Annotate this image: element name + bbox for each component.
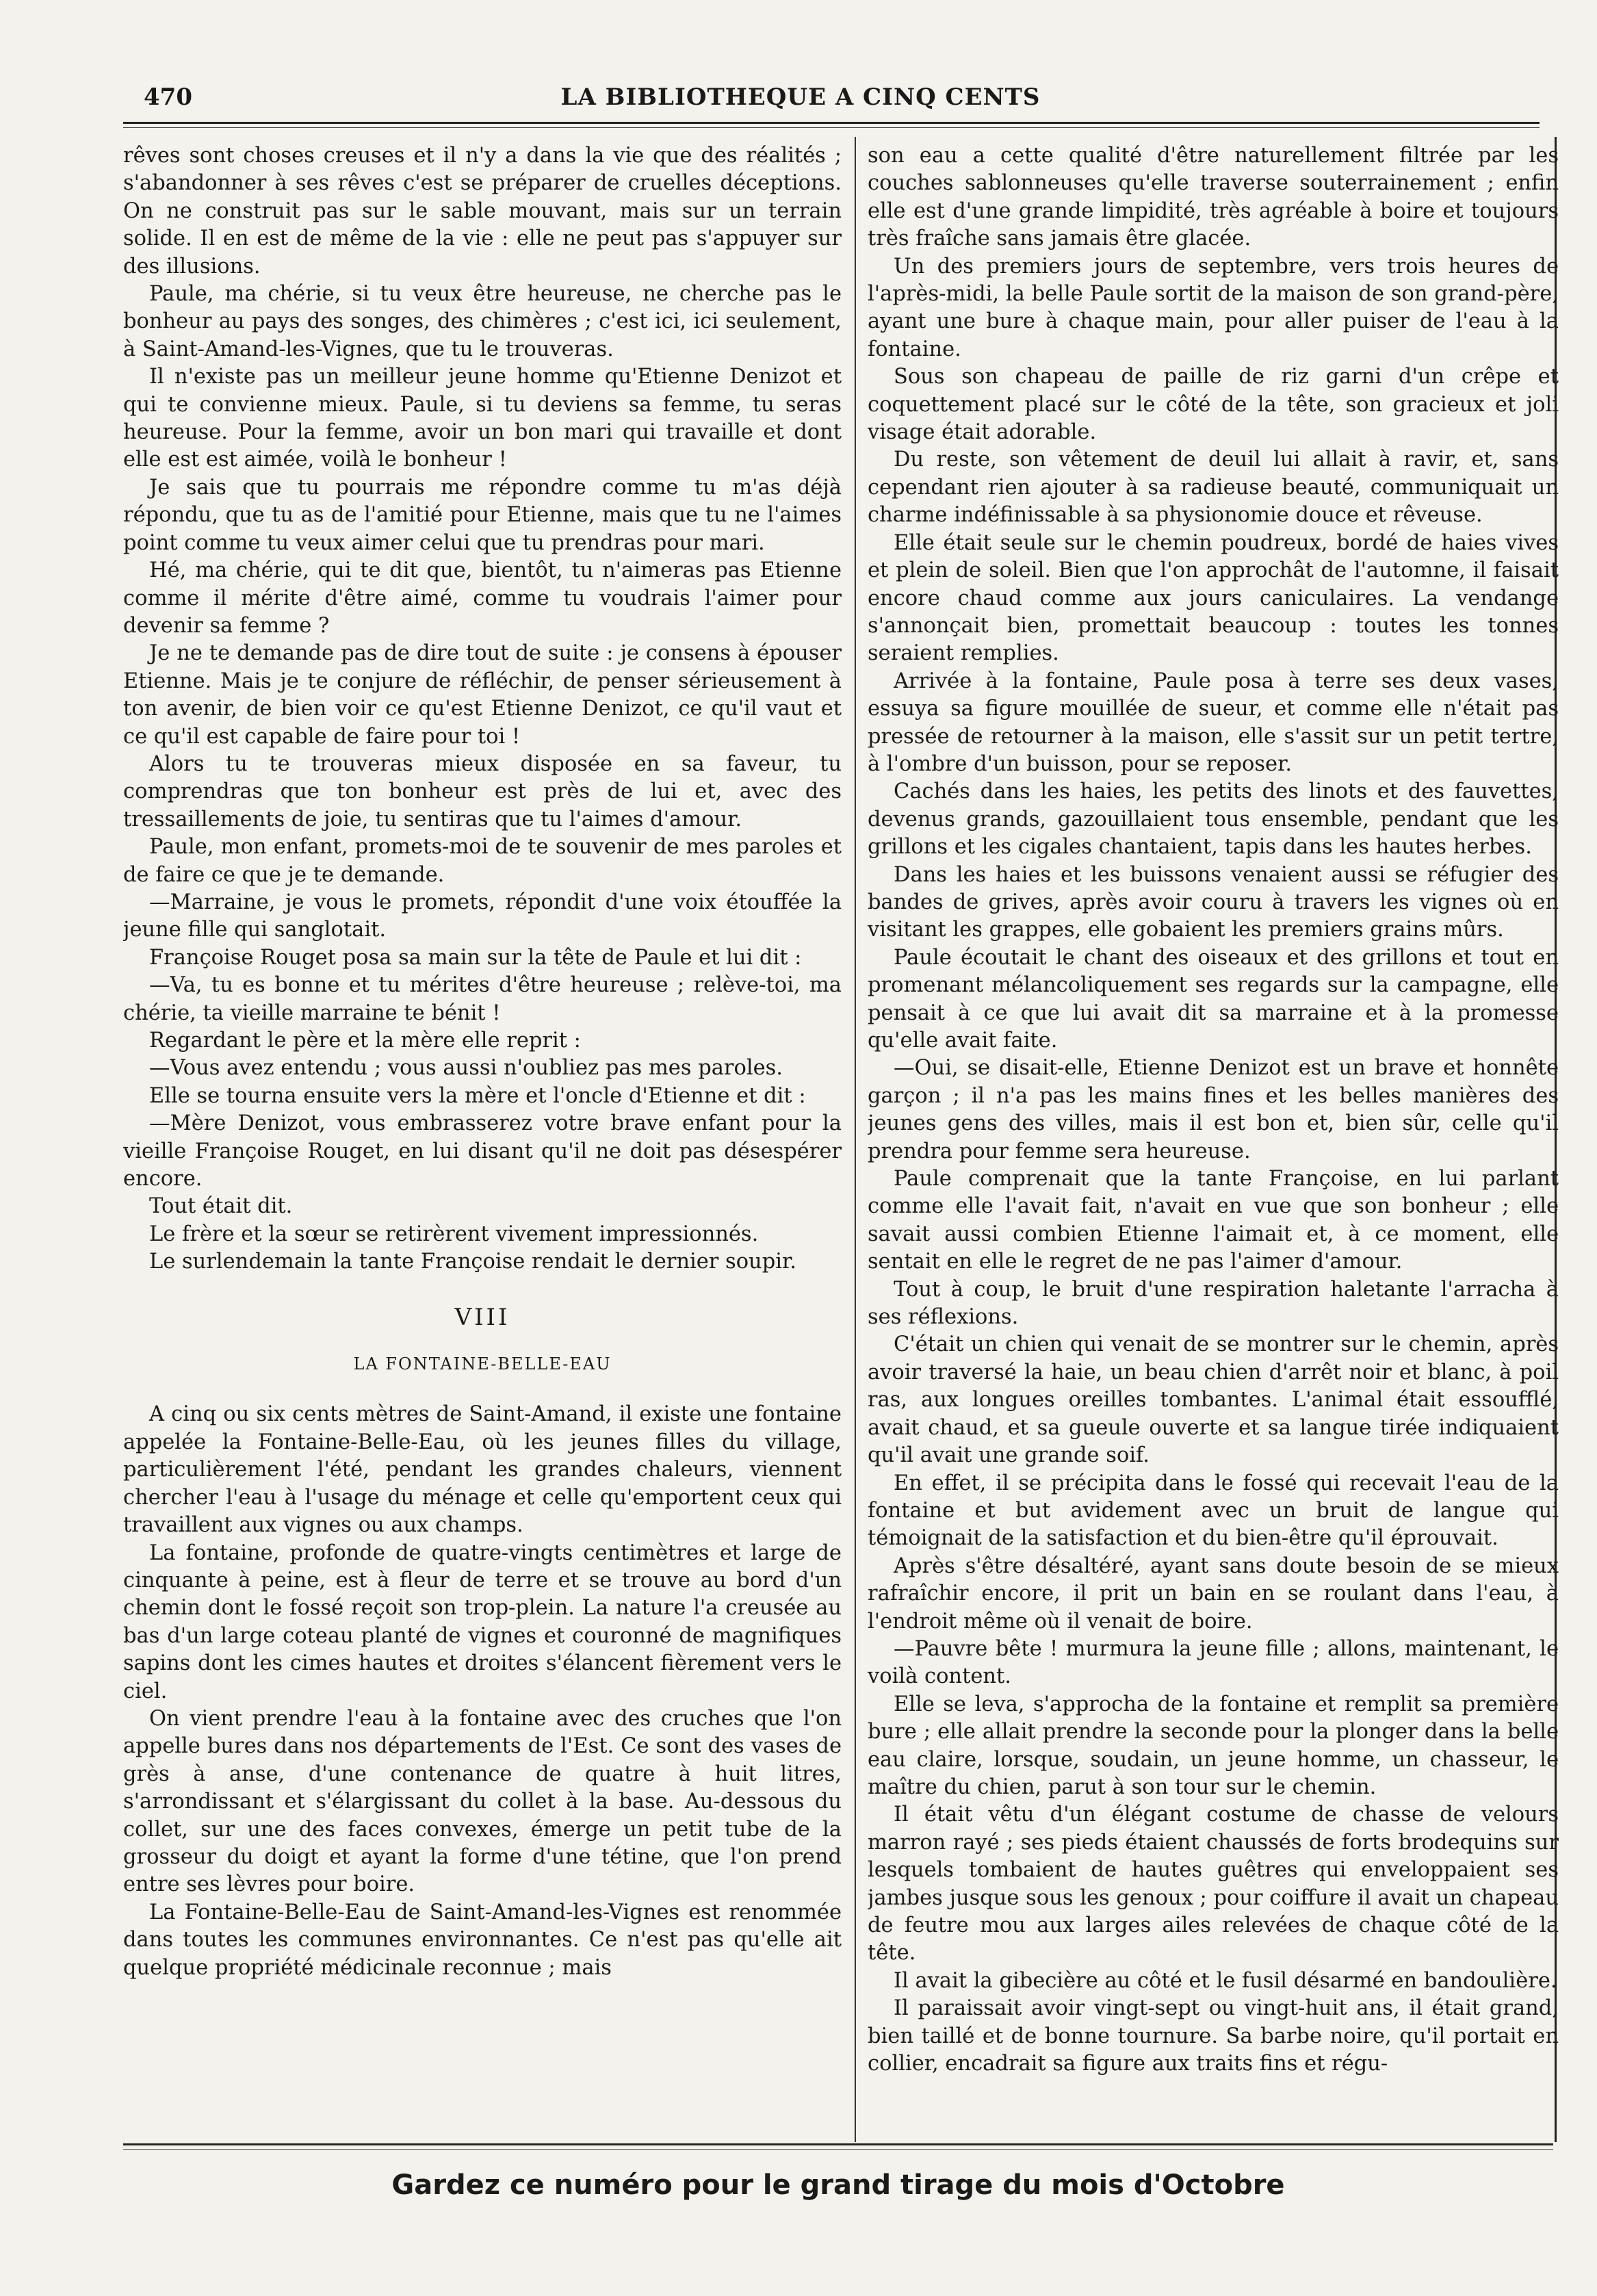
column-divider: [855, 137, 856, 2142]
paragraph: Je ne te demande pas de dire tout de suite : je consens à épouser Etienne. Mais je te conjure de réfléchir, de penser sérieusement à ton avenir, de bien voir ce qu'est Etienne Denizot, ce qu'il vaut et ce qu'il est capable de faire pour toi !: [123, 641, 842, 749]
paragraph: Paule écoutait le chant des oiseaux et des grillons et tout en promenant mélancoliquement ses regards sur la campagne, elle pensait à ce que lui avait dit sa marraine et à la promesse qu'elle avait faite.: [868, 945, 1559, 1053]
paragraph: Il était vêtu d'un élégant costume de chasse de velours marron rayé ; ses pieds étaient chaussés de forts brodequins sur lesquels tombaient de hautes guêtres qui enveloppaient ses jambes jusque sous les genoux ; pour coiffure il avait un chapeau de feutre mou aux larges ailes relevées de chaque côté de la tête.: [868, 1803, 1559, 1965]
header-rule-thin: [123, 127, 1540, 128]
paragraph: Un des premiers jours de septembre, vers trois heures de l'après-midi, la belle Paule sortit de la maison de son grand-père, ayant une bure à chaque main, pour aller puiser de l'eau à la fontaine.: [868, 254, 1559, 361]
chapter-title: LA FONTAINE-BELLE-EAU: [353, 1354, 612, 1374]
paragraph: On vient prendre l'eau à la fontaine avec des cruches que l'on appelle bures dans nos départements de l'Est. Ce sont des vases de grès à anse, d'une contenance de quatre à huit litres, s'arrondissant et s'élargissant du collet à la base. Au-dessous du collet, sur une des faces convexes, émerge un petit tube de la grosseur du doigt et ayant la forme d'une tétine, que l'on prend entre ses lèvres pour boire.: [123, 1706, 842, 1897]
page-number: 470: [144, 83, 192, 111]
paragraph: Tout était dit.: [149, 1194, 293, 1219]
paragraph: A cinq ou six cents mètres de Saint-Amand, il existe une fontaine appelée la Fontaine-Belle-Eau, où les jeunes filles du village, particulièrement l'été, pendant les grandes chaleurs, viennent chercher l'eau à l'usage du ménage et celle qu'emportent ceux qui travaillent aux vignes ou aux champs.: [123, 1402, 842, 1538]
paragraph: son eau a cette qualité d'être naturellement filtrée par les couches sablonneuses qu'elle traverse souterrainement ; enfin elle est d'une grande limpidité, très agréable à boire et toujours très fraîche sans jamais être glacée.: [868, 144, 1559, 251]
paragraph: Paule comprenait que la tante Françoise, en lui parlant comme elle l'avait fait, n'avait en vue que son bonheur ; elle savait aussi combien Etienne l'aimait et, à ce moment, elle sentait en elle le regret de ne pas l'aimer d'amour.: [868, 1167, 1559, 1274]
paragraph: Il paraissait avoir vingt-sept ou vingt-huit ans, il était grand, bien taillé et de bonne tournure. Sa barbe noire, qu'il portait en collier, encadrait sa figure aux traits fins et régu-: [868, 1996, 1559, 2076]
paragraph: Arrivée à la fontaine, Paule posa à terre ses deux vases, essuya sa figure mouillée de sueur, et comme elle n'était pas pressée de retourner à la maison, elle s'assit sur un petit tertre, à l'ombre d'un buisson, pour se reposer.: [868, 669, 1559, 776]
paragraph: Hé, ma chérie, qui te dit que, bientôt, tu n'aimeras pas Etienne comme il mérite d'être aimé, comme tu voudrais l'aimer pour devenir sa femme ?: [123, 558, 842, 638]
paragraph: Je sais que tu pourrais me répondre comme tu m'as déjà répondu, que tu as de l'amitié pour Etienne, mais que tu ne l'aimes point comme tu veux aimer celui que tu prendras pour mari.: [123, 475, 842, 555]
paragraph: Le surlendemain la tante Françoise rendait le dernier soupir.: [149, 1250, 796, 1274]
paragraph: rêves sont choses creuses et il n'y a dans la vie que des réalités ; s'abandonner à ses rêves c'est se préparer de cruelles déceptions. On ne construit pas sur le sable mouvant, mais sur un terrain solide. Il en est de même de la vie : elle ne peut pas s'appuyer sur des illusions.: [123, 144, 842, 279]
paragraph: Paule, mon enfant, promets-moi de te souvenir de mes paroles et de faire ce que je te demande.: [123, 835, 842, 887]
right-column: [868, 142, 1559, 2141]
paragraph: Elle était seule sur le chemin poudreux, bordé de haies vives et plein de soleil. Bien que l'on approchât de l'automne, il faisait encore chaud comme aux jours caniculaires. La vendange s'annonçait bien, promettait beaucoup : toutes les tonnes seraient remplies.: [868, 530, 1559, 666]
paragraph: —Oui, se disait-elle, Etienne Denizot est un brave et honnête garçon ; il n'a pas les mains fines et les belles manières des jeunes gens des villes, mais il est bon et, bien sûr, celle qu'il prendra pour femme sera heureuse.: [868, 1056, 1559, 1163]
footer-note: Gardez ce numéro pour le grand tirage du mois d'Octobre: [391, 2169, 1285, 2201]
paragraph: Cachés dans les haies, les petits des linots et des fauvettes, devenus grands, gazouillaient tous ensemble, pendant que les grillons et les cigales chantaient, tapis dans les hautes herbes.: [868, 779, 1559, 860]
paragraph: Le frère et la sœur se retirèrent vivement impressionnés.: [149, 1222, 759, 1246]
paragraph: Sous son chapeau de paille de riz garni d'un crêpe et coquettement placé sur le côté de la tête, son gracieux et joli visage était adorable.: [868, 365, 1559, 445]
running-title: LA BIBLIOTHEQUE A CINQ CENTS: [560, 83, 1041, 111]
paragraph: Paule, ma chérie, si tu veux être heureuse, ne cherche pas le bonheur au pays des songes, des chimères ; c'est ici, ici seulement, à Saint-Amand-les-Vignes, que tu le trouveras.: [123, 282, 842, 361]
paragraph: Françoise Rouget posa sa main sur la tête de Paule et lui dit :: [149, 945, 802, 970]
paragraph: Regardant le père et la mère elle reprit :: [149, 1029, 581, 1053]
paragraph: —Va, tu es bonne et tu mérites d'être heureuse ; relève-toi, ma chérie, ta vieille marraine te bénit !: [123, 973, 842, 1025]
paragraph: —Vous avez entendu ; vous aussi n'oubliez pas mes paroles.: [149, 1056, 783, 1081]
paragraph: La Fontaine-Belle-Eau de Saint-Amand-les-Vignes est renommée dans toutes les communes environnantes. Ce n'est pas qu'elle ait quelque propriété médicinale reconnue ; mais: [123, 1900, 842, 1980]
paragraph: Tout à coup, le bruit d'une respiration haletante l'arracha à ses réflexions.: [868, 1277, 1559, 1330]
paragraph: Il n'existe pas un meilleur jeune homme qu'Etienne Denizot et qui te convienne mieux. Paule, si tu deviens sa femme, tu seras heureuse. Pour la femme, avoir un bon mari qui travaille et dont elle est est aimée, voilà le bonheur !: [123, 365, 842, 472]
paragraph: C'était un chien qui venait de se montrer sur le chemin, après avoir traversé la haie, un beau chien d'arrêt noir et blanc, à poil ras, aux longues oreilles tombantes. L'animal était essoufflé, avait chaud, et sa gueule ouverte et sa langue tirée indiquaient qu'il avait une grande soif.: [868, 1332, 1559, 1468]
footer-rule-thin: [123, 2149, 1553, 2150]
paragraph: —Marraine, je vous le promets, répondit d'une voix étouffée la jeune fille qui sanglotait.: [123, 890, 842, 942]
paragraph: Elle se tourna ensuite vers la mère et l'oncle d'Etienne et dit :: [149, 1083, 806, 1108]
paragraph: Il avait la gibecière au côté et le fusil désarmé en bandoulière.: [894, 1968, 1557, 1993]
footer-rule: [123, 2143, 1553, 2145]
paragraph: Après s'être désaltéré, ayant sans doute besoin de se mieux rafraîchir encore, il prit un bain en se roulant dans l'eau, à l'endroit même où il venait de boire.: [868, 1553, 1559, 1634]
paragraph: Alors tu te trouveras mieux disposée en sa faveur, tu comprendras que ton bonheur est près de lui et, avec des tressaillements de joie, tu sentiras que tu l'aimes d'amour.: [123, 751, 842, 831]
left-column: [123, 142, 842, 2141]
page-header: [144, 81, 1457, 122]
paragraph: La fontaine, profonde de quatre-vingts centimètres et large de cinquante à peine, est à fleur de terre et se trouve au bord d'un chemin dont le fossé reçoit son trop-plein. La nature l'a creusée au bas d'un large coteau planté de vignes et couronné de magnifiques sapins dont les cimes hautes et droites s'élancent fièrement vers le ciel.: [123, 1540, 842, 1703]
paragraph: —Pauvre bête ! murmura la jeune fille ; allons, maintenant, le voilà content.: [868, 1636, 1559, 1689]
chapter-number: VIII: [454, 1303, 510, 1331]
paragraph: Du reste, son vêtement de deuil lui allait à ravir, et, sans cependant rien ajouter à sa radieuse beauté, communiquait un charme indéfinissable à sa physionomie douce et rêveuse.: [868, 448, 1559, 528]
paragraph: —Mère Denizot, vous embrasserez votre brave enfant pour la vieille Françoise Rouget, en lui disant qu'il ne doit pas désespérer encore.: [123, 1111, 842, 1191]
paragraph: Dans les haies et les buissons venaient aussi se réfugier des bandes de grives, après avoir couru à travers les vignes où en visitant les grappes, elle gobaient les premiers grains mûrs.: [868, 862, 1559, 942]
header-rule: [123, 122, 1540, 124]
paragraph: Elle se leva, s'approcha de la fontaine et remplit sa première bure ; elle allait prendre la seconde pour la plonger dans la belle eau claire, lorsque, soudain, un jeune homme, un chasseur, le maître du chien, parut à son tour sur le chemin.: [868, 1692, 1559, 1799]
paragraph: En effet, il se précipita dans le fossé qui recevait l'eau de la fontaine et but avidement avec un bruit de langue qui témoignait de la satisfaction et du bien-être qu'il éprouvait.: [868, 1471, 1559, 1551]
